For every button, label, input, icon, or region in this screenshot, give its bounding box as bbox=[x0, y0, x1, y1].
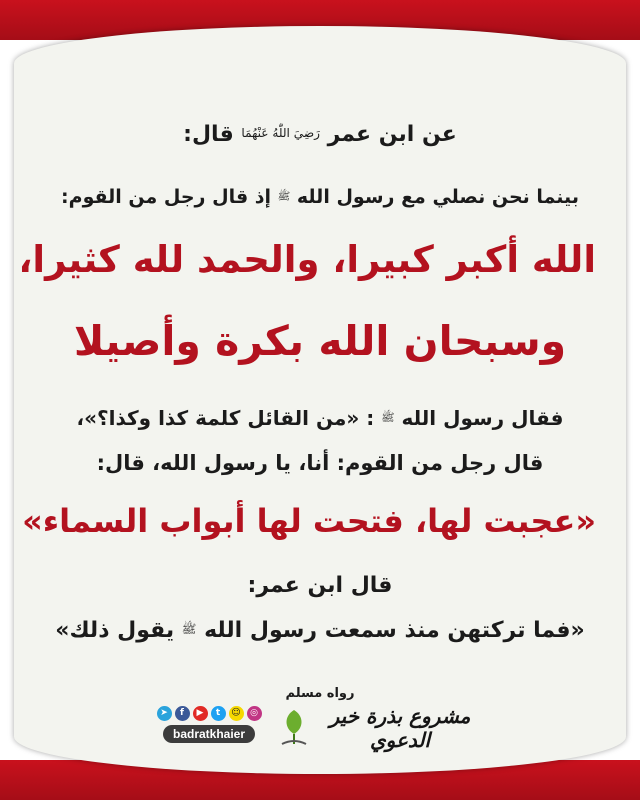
virtue-line: «عجبت لها، فتحت لها أبواب السماء» bbox=[22, 502, 596, 540]
dhikr-line-2: وسبحان الله بكرة وأصيلا bbox=[73, 317, 567, 365]
context-end: إذ قال رجل من القوم: bbox=[61, 186, 272, 208]
question-end: : «من القائل كلمة كذا وكذا؟»، bbox=[76, 406, 375, 430]
footer bbox=[150, 700, 490, 760]
closing-start: «فما تركتهن منذ سمعت رسول الله bbox=[204, 618, 585, 643]
instagram-icon[interactable]: ◎ bbox=[247, 706, 262, 721]
dhikr-line-1: الله أكبر كبيرا، والحمد لله كثيرا، bbox=[18, 238, 596, 281]
social-block bbox=[150, 706, 268, 743]
ibn-umar-line: قال ابن عمر: bbox=[247, 573, 393, 598]
narrator-said: قال: bbox=[183, 122, 234, 147]
seed-logo-icon bbox=[274, 704, 314, 750]
facebook-icon[interactable]: f bbox=[175, 706, 190, 721]
brand-name: مشروع بذرة خير الدعوي bbox=[329, 704, 471, 752]
twitter-icon[interactable]: t bbox=[211, 706, 226, 721]
content-card bbox=[14, 26, 626, 774]
context-start: بينما نحن نصلي مع رسول الله bbox=[296, 186, 579, 208]
source-text: رواه مسلم bbox=[285, 686, 355, 701]
telegram-icon[interactable]: ➤ bbox=[157, 706, 172, 721]
narrator-line bbox=[44, 122, 596, 147]
context-line bbox=[44, 186, 596, 208]
salah-mark: ﷺ bbox=[381, 411, 395, 425]
closing-end: يقول ذلك» bbox=[55, 618, 175, 643]
question-start: فقال رسول الله bbox=[401, 406, 564, 430]
salah-mark: ﷺ bbox=[277, 190, 291, 203]
social-handle: badratkhaier bbox=[163, 725, 255, 743]
question-line bbox=[44, 406, 596, 430]
youtube-icon[interactable]: ▶ bbox=[193, 706, 208, 721]
closing-line bbox=[44, 618, 596, 643]
social-icons bbox=[150, 706, 268, 721]
snapchat-icon[interactable]: ☺ bbox=[229, 706, 244, 721]
narrator-text: عن ابن عمر bbox=[327, 122, 457, 147]
honorific-text: رَضِيَ اللّٰهُ عَنْهُمَا bbox=[241, 125, 320, 140]
answer-line: قال رجل من القوم: أنا، يا رسول الله، قال: bbox=[96, 451, 544, 475]
salah-mark: ﷺ bbox=[181, 621, 197, 636]
